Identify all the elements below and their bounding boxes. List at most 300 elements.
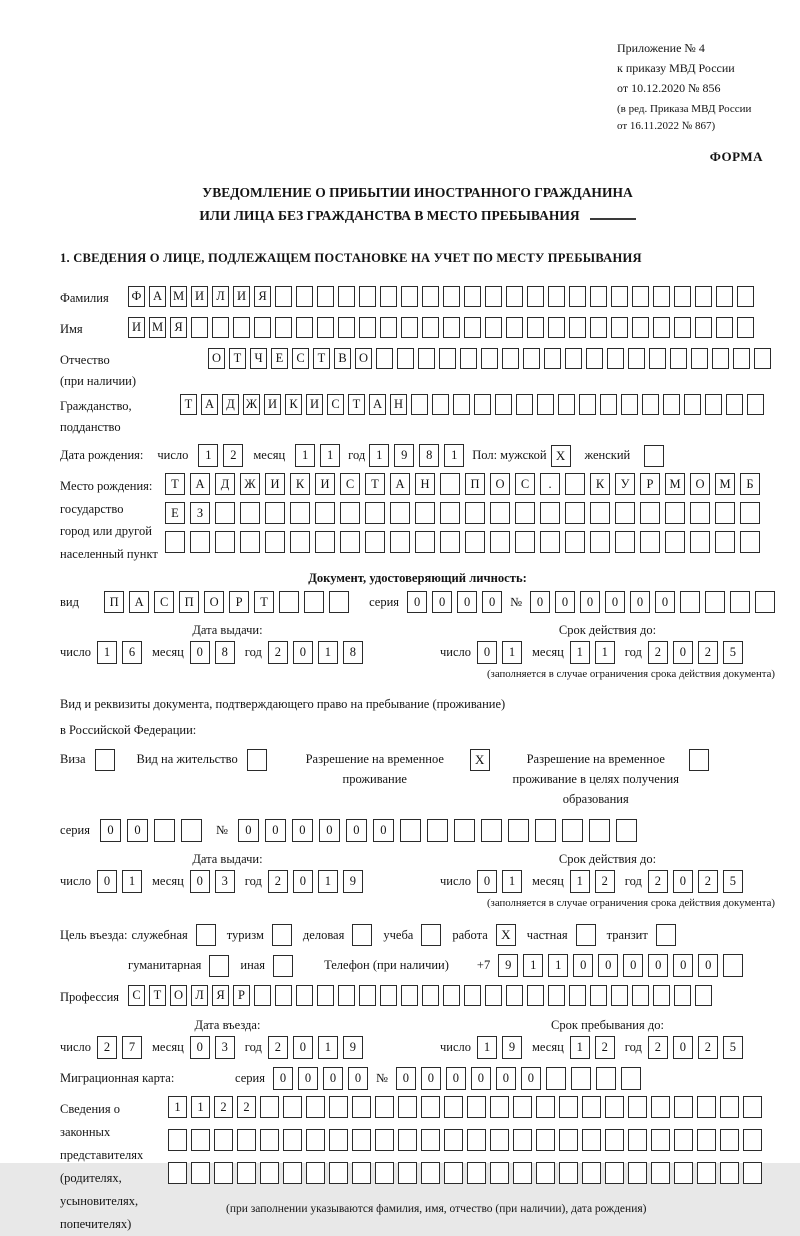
char-cell bbox=[254, 985, 271, 1006]
char-cell: 0 bbox=[673, 870, 693, 893]
char-cell bbox=[544, 348, 561, 369]
month-label: месяц bbox=[532, 874, 564, 888]
char-cell bbox=[168, 1162, 187, 1184]
char-cell bbox=[715, 531, 735, 553]
char-cell bbox=[726, 394, 743, 415]
char-cell: А bbox=[390, 473, 410, 495]
char-cell bbox=[733, 348, 750, 369]
char-cell: 0 bbox=[630, 591, 650, 613]
char-cell: 6 bbox=[122, 641, 142, 664]
migration-card-label: Миграционная карта: bbox=[60, 1071, 175, 1085]
stay-until-title: Срок пребывания до: bbox=[551, 1018, 664, 1032]
char-cell bbox=[665, 531, 685, 553]
representatives-note: (при заполнении указываются фамилия, имя, отчество (при наличии), дата рождения) bbox=[226, 1203, 647, 1215]
char-cell bbox=[304, 591, 324, 613]
birth-date-row bbox=[60, 444, 775, 467]
char-cell: И bbox=[265, 473, 285, 495]
char-cell bbox=[616, 819, 637, 842]
char-cell bbox=[465, 502, 485, 524]
char-cell bbox=[590, 502, 610, 524]
char-cell: М bbox=[170, 286, 187, 307]
char-cell bbox=[723, 954, 743, 977]
representatives-label: Сведения о законных представителях (родителях, усыновителях, попечителях) bbox=[60, 1102, 144, 1231]
char-cell: 9 bbox=[343, 870, 363, 893]
char-cell bbox=[398, 1129, 417, 1151]
char-cell bbox=[329, 591, 349, 613]
char-cell: 1 bbox=[570, 1036, 590, 1059]
char-cell: 0 bbox=[293, 1036, 313, 1059]
char-cell bbox=[317, 985, 334, 1006]
residence-doc-series-row bbox=[60, 819, 775, 842]
char-cell bbox=[359, 317, 376, 338]
char-cell bbox=[527, 286, 544, 307]
char-cell: 0 bbox=[407, 591, 427, 613]
appendix-line: от 10.12.2020 № 856 bbox=[617, 81, 721, 95]
char-cell: 0 bbox=[373, 819, 394, 842]
char-cell bbox=[548, 317, 565, 338]
char-cell bbox=[716, 317, 733, 338]
char-cell bbox=[697, 1129, 716, 1151]
char-cell bbox=[628, 348, 645, 369]
char-cell bbox=[465, 531, 485, 553]
identity-issue-group bbox=[60, 621, 395, 664]
char-cell bbox=[317, 286, 334, 307]
char-cell bbox=[329, 1162, 348, 1184]
char-cell bbox=[558, 394, 575, 415]
char-cell bbox=[674, 317, 691, 338]
char-cell bbox=[674, 1096, 693, 1118]
char-cell bbox=[535, 819, 556, 842]
char-cell bbox=[611, 985, 628, 1006]
char-cell bbox=[690, 531, 710, 553]
char-cell bbox=[515, 502, 535, 524]
char-cell: 0 bbox=[292, 819, 313, 842]
char-cell: 0 bbox=[471, 1067, 491, 1090]
birth-place-row2-cells bbox=[165, 502, 760, 524]
char-cell bbox=[237, 1129, 256, 1151]
char-cell bbox=[680, 591, 700, 613]
char-cell: 2 bbox=[698, 870, 718, 893]
char-cell bbox=[590, 286, 607, 307]
stay-until-group bbox=[440, 1016, 775, 1059]
char-cell: 0 bbox=[265, 819, 286, 842]
char-cell bbox=[540, 502, 560, 524]
char-cell bbox=[642, 394, 659, 415]
month-label: месяц bbox=[532, 1040, 564, 1054]
char-cell bbox=[715, 502, 735, 524]
char-cell: 1 bbox=[369, 444, 389, 467]
appendix-subline: от 16.11.2022 № 867) bbox=[617, 120, 716, 132]
char-cell bbox=[306, 1162, 325, 1184]
char-cell: С bbox=[327, 394, 344, 415]
char-cell bbox=[565, 473, 585, 495]
validity-note: (заполняется в случае ограничения срока действия документа) bbox=[486, 668, 775, 680]
char-cell: И bbox=[315, 473, 335, 495]
char-cell: 1 bbox=[122, 870, 142, 893]
year-label: год bbox=[348, 448, 366, 462]
citizenship-label: Гражданство, подданство bbox=[60, 399, 132, 434]
char-cell bbox=[315, 502, 335, 524]
char-cell bbox=[695, 286, 712, 307]
char-cell bbox=[740, 531, 760, 553]
char-cell bbox=[490, 502, 510, 524]
entry-day-cells bbox=[97, 1036, 142, 1059]
char-cell bbox=[506, 985, 523, 1006]
char-cell bbox=[191, 317, 208, 338]
identity-doc-kind-row bbox=[60, 591, 775, 613]
birth-year-cells bbox=[369, 444, 464, 467]
purpose-study: учеба bbox=[383, 924, 441, 946]
char-cell bbox=[453, 394, 470, 415]
char-cell: К bbox=[590, 473, 610, 495]
char-cell: 0 bbox=[477, 870, 497, 893]
char-cell: 0 bbox=[293, 641, 313, 664]
entry-month-cells bbox=[190, 1036, 235, 1059]
char-cell: 0 bbox=[530, 591, 550, 613]
char-cell: 2 bbox=[237, 1096, 256, 1118]
char-cell: 9 bbox=[343, 1036, 363, 1059]
char-cell bbox=[329, 1096, 348, 1118]
month-label: месяц bbox=[532, 645, 564, 659]
profession-row bbox=[60, 985, 775, 1008]
char-cell bbox=[481, 348, 498, 369]
char-cell: 0 bbox=[623, 954, 643, 977]
char-cell bbox=[275, 985, 292, 1006]
char-cell bbox=[506, 317, 523, 338]
char-cell: О bbox=[355, 348, 372, 369]
char-cell: 0 bbox=[346, 819, 367, 842]
char-cell: 5 bbox=[723, 641, 743, 664]
char-cell bbox=[474, 394, 491, 415]
option-residence-permit: Вид на жительство bbox=[137, 749, 267, 771]
char-cell bbox=[536, 1096, 555, 1118]
residence-valid-group bbox=[440, 850, 775, 893]
char-cell bbox=[590, 317, 607, 338]
char-cell bbox=[649, 348, 666, 369]
char-cell: 9 bbox=[502, 1036, 522, 1059]
forma-label: ФОРМА bbox=[709, 149, 763, 164]
valid-year-cells bbox=[648, 870, 743, 893]
representatives-cells bbox=[168, 1096, 775, 1215]
option-temp-residence-education: Разрешение на временное проживание в целях получения образования bbox=[512, 749, 709, 809]
char-cell: Я bbox=[212, 985, 229, 1006]
residence-series-label: серия bbox=[60, 823, 90, 837]
char-cell: 0 bbox=[396, 1067, 416, 1090]
char-cell bbox=[605, 1162, 624, 1184]
char-cell: 5 bbox=[723, 1036, 743, 1059]
char-cell: 0 bbox=[298, 1067, 318, 1090]
sex-label: Пол: мужской bbox=[472, 448, 547, 462]
humanitarian-checkbox bbox=[209, 955, 229, 977]
char-cell: О bbox=[170, 985, 187, 1006]
char-cell bbox=[540, 531, 560, 553]
char-cell: А bbox=[149, 286, 166, 307]
char-cell: 1 bbox=[168, 1096, 187, 1118]
char-cell bbox=[191, 1162, 210, 1184]
char-cell: К bbox=[290, 473, 310, 495]
char-cell bbox=[338, 985, 355, 1006]
char-cell: 0 bbox=[127, 819, 148, 842]
form-title-line2: ИЛИ ЛИЦА БЕЗ ГРАЖДАНСТВА В МЕСТО ПРЕБЫВАНИЯ bbox=[60, 204, 775, 227]
char-cell bbox=[705, 591, 725, 613]
valid-month-cells bbox=[570, 641, 615, 664]
issue-date-title: Дата выдачи: bbox=[192, 852, 263, 866]
char-cell: 0 bbox=[97, 870, 117, 893]
issue-year-cells bbox=[268, 641, 363, 664]
char-cell: 2 bbox=[268, 1036, 288, 1059]
work-checkbox: X bbox=[496, 924, 516, 946]
mc-number-cells bbox=[396, 1067, 641, 1090]
profession-label: Профессия bbox=[60, 990, 120, 1004]
day-label: число bbox=[440, 874, 472, 888]
char-cell bbox=[240, 531, 260, 553]
identity-doc-heading: Документ, удостоверяющий личность: bbox=[308, 571, 527, 585]
char-cell bbox=[730, 591, 750, 613]
char-cell bbox=[444, 1096, 463, 1118]
sex-female-label: женский bbox=[584, 448, 631, 462]
char-cell bbox=[569, 286, 586, 307]
char-cell bbox=[481, 819, 502, 842]
char-cell bbox=[695, 985, 712, 1006]
char-cell bbox=[390, 531, 410, 553]
char-cell: Т bbox=[149, 985, 166, 1006]
char-cell: Р bbox=[229, 591, 249, 613]
identity-doc-number-cells bbox=[530, 591, 775, 613]
char-cell bbox=[415, 531, 435, 553]
char-cell bbox=[611, 286, 628, 307]
char-cell bbox=[380, 985, 397, 1006]
char-cell: Ж bbox=[240, 473, 260, 495]
char-cell: 0 bbox=[446, 1067, 466, 1090]
char-cell: 1 bbox=[595, 641, 615, 664]
char-cell: 0 bbox=[698, 954, 718, 977]
birth-month-cells bbox=[295, 444, 340, 467]
char-cell bbox=[697, 1162, 716, 1184]
char-cell bbox=[720, 1162, 739, 1184]
char-cell bbox=[628, 1096, 647, 1118]
identity-doc-kind-label: вид bbox=[60, 594, 79, 609]
representatives-row1-cells bbox=[168, 1096, 762, 1118]
purpose-row2 bbox=[60, 954, 775, 977]
char-cell bbox=[401, 985, 418, 1006]
char-cell: О bbox=[204, 591, 224, 613]
private-checkbox bbox=[576, 924, 596, 946]
char-cell bbox=[375, 1096, 394, 1118]
char-cell: 1 bbox=[502, 641, 522, 664]
char-cell bbox=[352, 1162, 371, 1184]
char-cell: У bbox=[615, 473, 635, 495]
char-cell bbox=[559, 1129, 578, 1151]
char-cell: 2 bbox=[698, 1036, 718, 1059]
char-cell bbox=[432, 394, 449, 415]
char-cell bbox=[674, 985, 691, 1006]
transit-checkbox bbox=[656, 924, 676, 946]
char-cell: Т bbox=[365, 473, 385, 495]
day-label: число bbox=[60, 874, 92, 888]
char-cell bbox=[306, 1129, 325, 1151]
business-checkbox bbox=[196, 924, 216, 946]
year-label: год bbox=[624, 1040, 642, 1054]
stay-year-cells bbox=[648, 1036, 743, 1059]
char-cell: Т bbox=[254, 591, 274, 613]
char-cell: 2 bbox=[698, 641, 718, 664]
char-cell bbox=[422, 317, 439, 338]
char-cell: 1 bbox=[318, 870, 338, 893]
char-cell: 0 bbox=[580, 591, 600, 613]
char-cell bbox=[651, 1162, 670, 1184]
char-cell bbox=[513, 1129, 532, 1151]
char-cell bbox=[565, 348, 582, 369]
mc-series-label: серия bbox=[235, 1071, 265, 1085]
char-cell bbox=[605, 1129, 624, 1151]
char-cell: Т bbox=[348, 394, 365, 415]
char-cell bbox=[464, 317, 481, 338]
char-cell: 0 bbox=[348, 1067, 368, 1090]
purpose-commercial: деловая bbox=[303, 924, 372, 946]
char-cell: 2 bbox=[268, 870, 288, 893]
char-cell bbox=[485, 286, 502, 307]
temp-residence-education-checkbox bbox=[689, 749, 709, 771]
issue-month-cells bbox=[190, 870, 235, 893]
char-cell bbox=[165, 531, 185, 553]
char-cell: 3 bbox=[215, 870, 235, 893]
char-cell: 0 bbox=[521, 1067, 541, 1090]
option-visa: Виза bbox=[60, 749, 115, 771]
char-cell bbox=[440, 473, 460, 495]
char-cell: О bbox=[208, 348, 225, 369]
char-cell bbox=[653, 317, 670, 338]
char-cell: 1 bbox=[477, 1036, 497, 1059]
char-cell: 1 bbox=[502, 870, 522, 893]
char-cell bbox=[665, 502, 685, 524]
char-cell: О bbox=[690, 473, 710, 495]
char-cell bbox=[523, 348, 540, 369]
purpose-transit: транзит bbox=[607, 924, 676, 946]
valid-day-cells bbox=[477, 870, 522, 893]
residence-number-label: № bbox=[215, 823, 228, 837]
char-cell: Ч bbox=[250, 348, 267, 369]
char-cell bbox=[490, 1096, 509, 1118]
char-cell: 0 bbox=[432, 591, 452, 613]
day-label: число bbox=[60, 645, 92, 659]
char-cell bbox=[443, 317, 460, 338]
char-cell bbox=[467, 1162, 486, 1184]
issue-month-cells bbox=[190, 641, 235, 664]
birth-place-row bbox=[60, 473, 775, 565]
char-cell: С bbox=[292, 348, 309, 369]
appendix-line: к приказу МВД России bbox=[617, 61, 735, 75]
char-cell: 1 bbox=[523, 954, 543, 977]
char-cell: 0 bbox=[605, 591, 625, 613]
char-cell bbox=[375, 1162, 394, 1184]
char-cell bbox=[537, 394, 554, 415]
char-cell: 1 bbox=[570, 641, 590, 664]
char-cell bbox=[279, 591, 299, 613]
char-cell bbox=[663, 394, 680, 415]
char-cell: 5 bbox=[723, 870, 743, 893]
char-cell: 9 bbox=[394, 444, 414, 467]
valid-year-cells bbox=[648, 641, 743, 664]
char-cell bbox=[380, 286, 397, 307]
char-cell: Р bbox=[233, 985, 250, 1006]
appendix-header bbox=[617, 38, 775, 135]
char-cell bbox=[376, 348, 393, 369]
char-cell bbox=[515, 531, 535, 553]
char-cell bbox=[720, 1129, 739, 1151]
char-cell: А bbox=[201, 394, 218, 415]
char-cell: 0 bbox=[273, 1067, 293, 1090]
purpose-tourism: туризм bbox=[227, 924, 292, 946]
char-cell bbox=[600, 394, 617, 415]
char-cell bbox=[215, 531, 235, 553]
year-label: год bbox=[244, 874, 262, 888]
char-cell bbox=[536, 1129, 555, 1151]
validity-note: (заполняется в случае ограничения срока действия документа) bbox=[486, 897, 775, 909]
char-cell bbox=[283, 1129, 302, 1151]
char-cell bbox=[400, 819, 421, 842]
char-cell bbox=[275, 317, 292, 338]
surname-row bbox=[60, 286, 775, 309]
char-cell: Р bbox=[640, 473, 660, 495]
char-cell bbox=[444, 1162, 463, 1184]
day-label: число bbox=[60, 1040, 92, 1054]
char-cell: 2 bbox=[97, 1036, 117, 1059]
char-cell bbox=[569, 985, 586, 1006]
identity-valid-group bbox=[440, 621, 775, 664]
char-cell: З bbox=[190, 502, 210, 524]
surname-cells bbox=[128, 286, 754, 307]
char-cell: 1 bbox=[295, 444, 315, 467]
char-cell bbox=[275, 286, 292, 307]
char-cell bbox=[632, 317, 649, 338]
char-cell bbox=[670, 348, 687, 369]
char-cell bbox=[640, 502, 660, 524]
char-cell bbox=[571, 1067, 591, 1090]
char-cell: 0 bbox=[319, 819, 340, 842]
month-label: месяц bbox=[152, 1040, 184, 1054]
char-cell bbox=[290, 531, 310, 553]
citizenship-row bbox=[60, 394, 775, 438]
char-cell: 1 bbox=[318, 641, 338, 664]
char-cell bbox=[421, 1129, 440, 1151]
stay-day-cells bbox=[477, 1036, 522, 1059]
char-cell: 0 bbox=[673, 954, 693, 977]
char-cell bbox=[605, 1096, 624, 1118]
char-cell bbox=[559, 1096, 578, 1118]
char-cell bbox=[214, 1162, 233, 1184]
char-cell bbox=[582, 1096, 601, 1118]
char-cell bbox=[640, 531, 660, 553]
char-cell bbox=[674, 286, 691, 307]
char-cell bbox=[485, 985, 502, 1006]
char-cell: 9 bbox=[498, 954, 518, 977]
char-cell: С bbox=[340, 473, 360, 495]
char-cell: 0 bbox=[598, 954, 618, 977]
char-cell: И bbox=[264, 394, 281, 415]
char-cell bbox=[590, 531, 610, 553]
entry-date-group bbox=[60, 1016, 395, 1059]
char-cell: М bbox=[149, 317, 166, 338]
day-label: число bbox=[440, 645, 472, 659]
citizenship-cells bbox=[180, 394, 764, 415]
char-cell bbox=[290, 502, 310, 524]
char-cell: Ж bbox=[243, 394, 260, 415]
char-cell: 2 bbox=[595, 1036, 615, 1059]
char-cell bbox=[737, 286, 754, 307]
char-cell bbox=[607, 348, 624, 369]
char-cell bbox=[546, 1067, 566, 1090]
title-blank-underline bbox=[590, 208, 636, 220]
